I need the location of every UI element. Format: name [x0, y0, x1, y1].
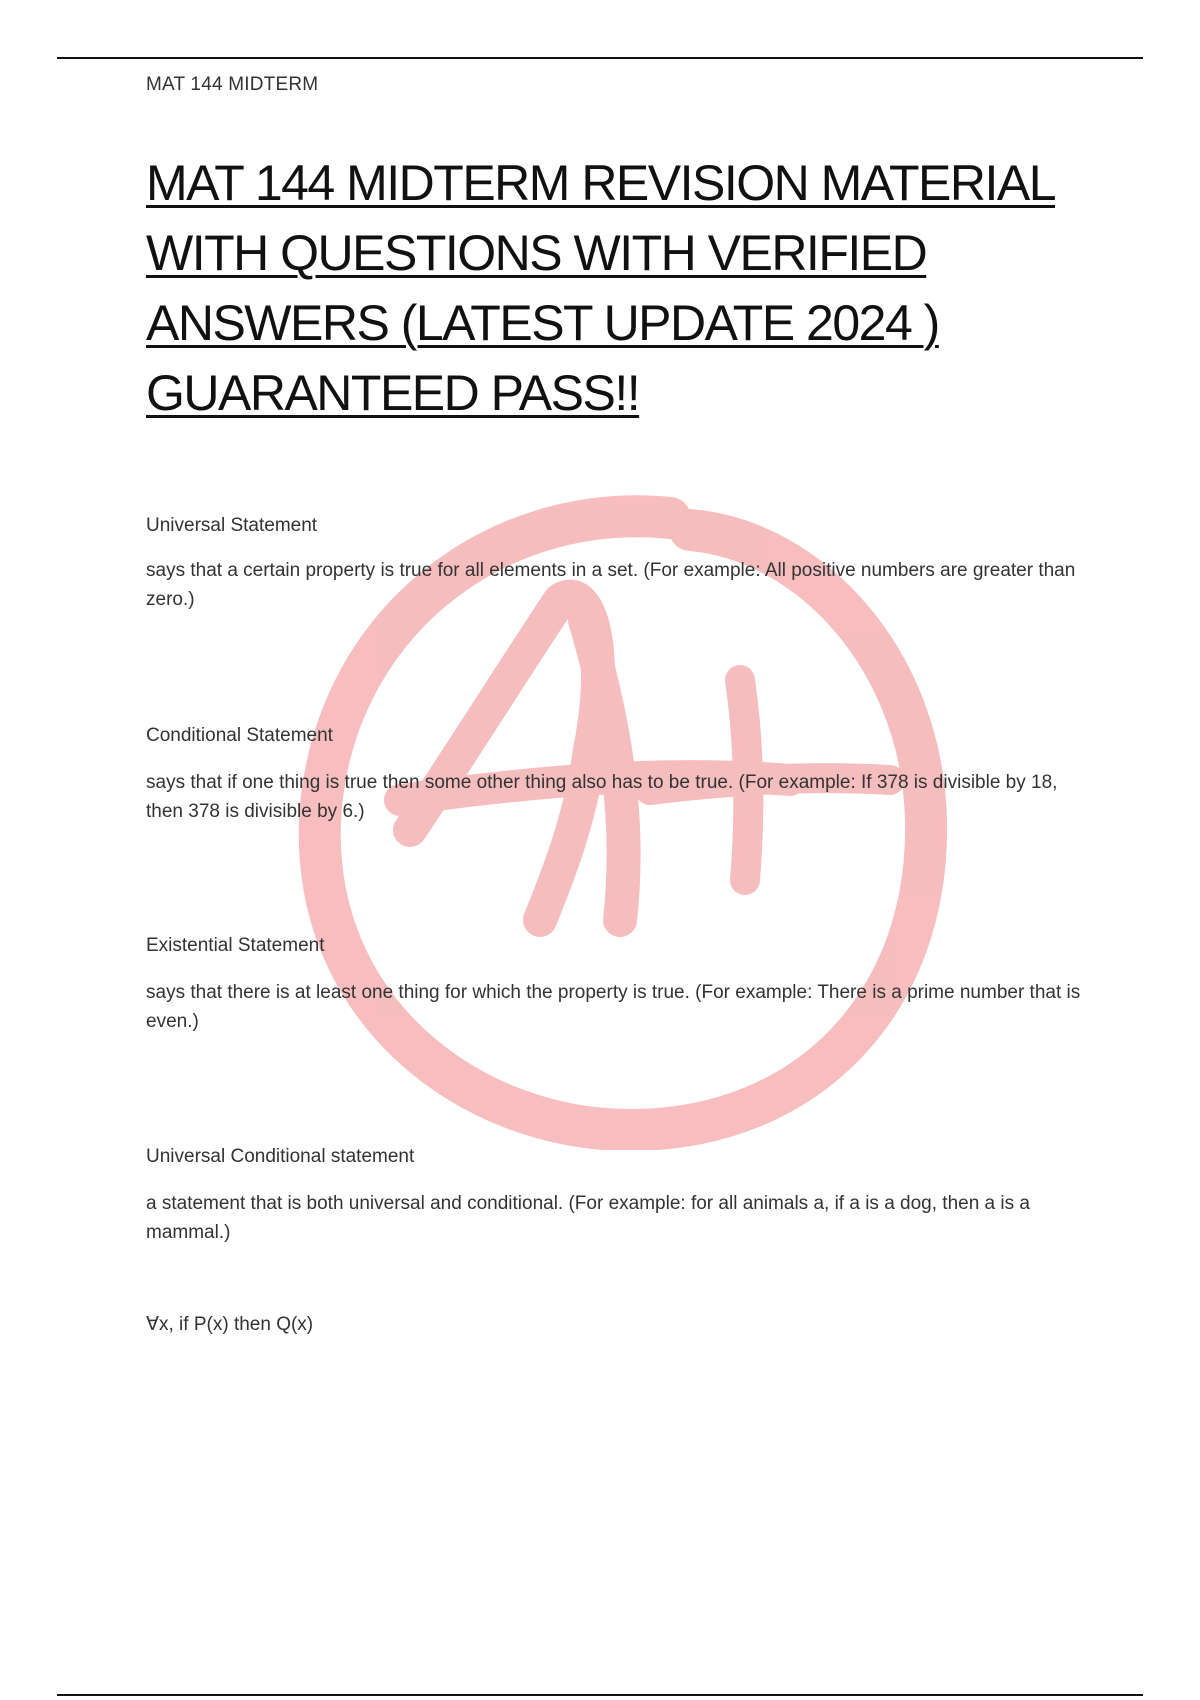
- document-title-line: GUARANTEED PASS!!: [146, 365, 640, 421]
- header-rule: [57, 57, 1143, 59]
- running-header: MAT 144 MIDTERM: [146, 74, 319, 95]
- document-title-line: MAT 144 MIDTERM REVISION MATERIAL: [146, 155, 1055, 211]
- term-definition: says that a certain property is true for all elements in a set. (For example: All positive numbers are greater than zero.): [146, 560, 1076, 610]
- logic-formula: ∀x, if P(x) then Q(x): [146, 1314, 314, 1335]
- term-heading: Universal Conditional statement: [146, 1146, 415, 1167]
- term-heading: Universal Statement: [146, 515, 318, 536]
- term-heading: Existential Statement: [146, 935, 325, 956]
- term-definition: says that there is at least one thing for which the property is true. (For example: There is a prime number that is even.): [146, 982, 1081, 1032]
- document-title: [146, 148, 1066, 428]
- footer-rule: [57, 1694, 1143, 1696]
- document-title-line: ANSWERS (LATEST UPDATE 2024 ): [146, 295, 939, 351]
- term-definition: says that if one thing is true then some other thing also has to be true. (For example: If 378 is divisible by 18, then 378 is divisible by 6.): [146, 772, 1058, 822]
- document-title-line: WITH QUESTIONS WITH VERIFIED: [146, 225, 927, 281]
- term-heading: Conditional Statement: [146, 725, 333, 746]
- term-definition: a statement that is both universal and conditional. (For example: for all animals a, if a is a dog, then a is a mammal.): [146, 1193, 1030, 1243]
